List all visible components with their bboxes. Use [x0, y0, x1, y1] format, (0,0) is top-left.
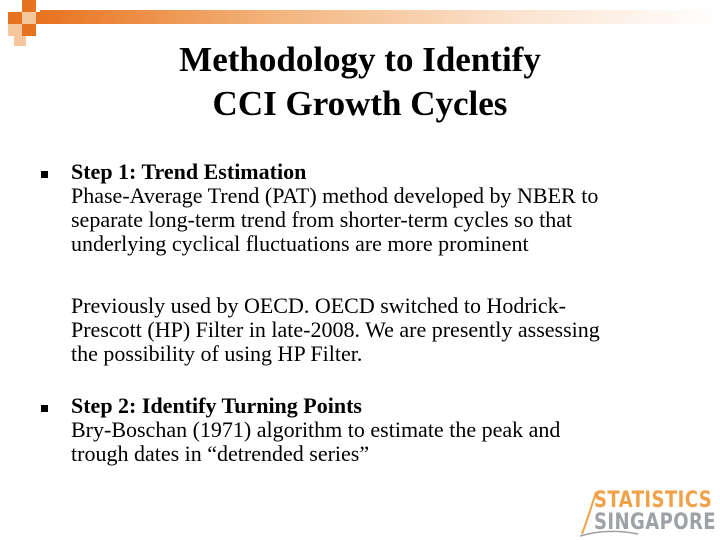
- title-line-2: CCI Growth Cycles: [212, 84, 508, 123]
- top-accent-bar: [40, 10, 720, 24]
- bullet-1-note: [71, 294, 691, 366]
- title-line-1: Methodology to Identify: [179, 40, 541, 79]
- note-line-1: Previously used by OECD. OECD switched to Hodrick-: [71, 293, 566, 318]
- bullet-1-body: [71, 160, 691, 256]
- bullet-marker-2: [41, 405, 48, 412]
- bullet-2-body: [71, 394, 691, 466]
- bullet-1-line-1: Phase-Average Trend (PAT) method developed by NBER to: [71, 183, 599, 208]
- logo-line-1: STATISTICS: [594, 488, 713, 513]
- logo-line-2: SINGAPORE: [594, 510, 717, 535]
- bullet-marker-1: [41, 171, 48, 178]
- bullet-1-heading: Step 1: Trend Estimation: [71, 159, 307, 184]
- bullet-2-line-1: Bry-Boschan (1971) algorithm to estimate the peak and: [71, 417, 561, 442]
- note-line-2: Prescott (HP) Filter in late-2008. We are presently assessing: [71, 317, 600, 342]
- bullet-2-heading: Step 2: Identify Turning Points: [71, 393, 362, 418]
- note-line-3: the possibility of using HP Filter.: [71, 341, 363, 366]
- bullet-1-line-3: underlying cyclical fluctuations are more prominent: [71, 231, 529, 256]
- statistics-singapore-logo: [578, 488, 717, 538]
- bullet-2-line-2: trough dates in “detrended series”: [71, 441, 370, 466]
- slide-title: [0, 38, 720, 126]
- bullet-1-line-2: separate long-term trend from shorter-term cycles so that: [71, 207, 573, 232]
